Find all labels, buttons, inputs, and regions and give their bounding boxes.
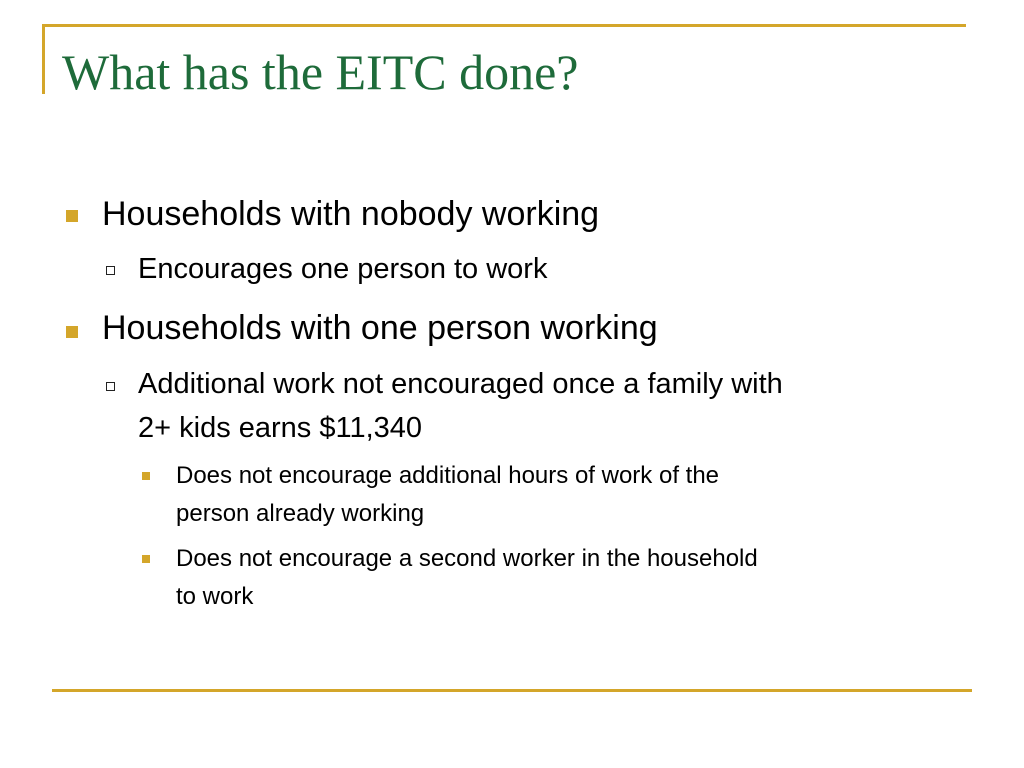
hollow-square-bullet-icon [106, 266, 115, 275]
sub-sub-bullet-text-line-1: Does not encourage a second worker in the household [176, 545, 758, 572]
sub-bullet-text: Encourages one person to work [138, 253, 548, 285]
sub-sub-bullet-text-line-1: Does not encourage additional hours of work of the [176, 462, 720, 489]
hollow-square-bullet-icon [106, 382, 115, 391]
square-bullet-icon [66, 326, 78, 338]
bullet-text: Households with nobody working [102, 195, 600, 233]
small-square-bullet-icon [142, 472, 150, 480]
square-bullet-icon [66, 210, 78, 222]
bullet-text: Households with one person working [102, 309, 658, 347]
sub-sub-bullet-text-line-2: to work [176, 583, 254, 610]
slide-title: What has the EITC done? [62, 44, 579, 100]
small-square-bullet-icon [142, 555, 150, 563]
sub-bullet-text-line-1: Additional work not encouraged once a family with [138, 368, 783, 400]
sub-bullet-text-line-2: 2+ kids earns $11,340 [138, 412, 423, 444]
sub-sub-bullet-text-line-2: person already working [176, 500, 425, 527]
